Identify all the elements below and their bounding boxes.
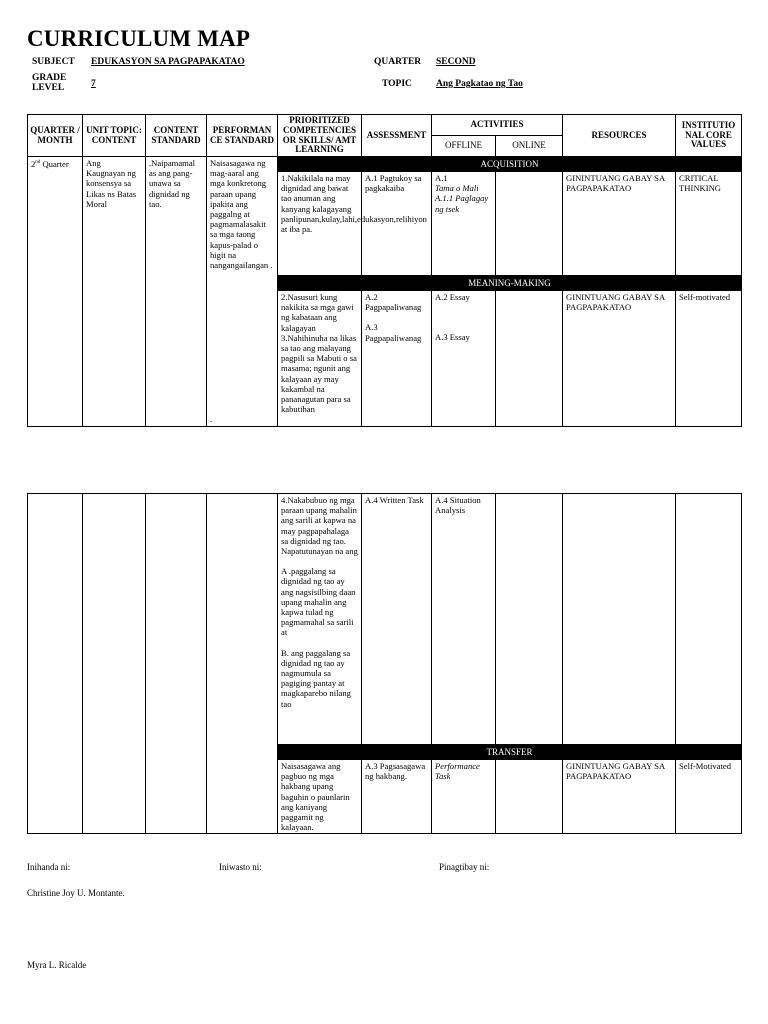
acquisition-band: ACQUISITION xyxy=(278,157,742,172)
header-quarter: QUARTER / MONTH xyxy=(28,115,83,157)
topic-label: TOPIC xyxy=(382,79,412,89)
performance-standard-dot: . xyxy=(210,413,213,424)
header-offline: OFFLINE xyxy=(432,136,496,157)
transfer-offline: Performance Task xyxy=(432,760,496,834)
header-activities: ACTIVITIES xyxy=(432,115,563,136)
meaning-competency xyxy=(278,291,362,427)
header-online: ONLINE xyxy=(496,136,563,157)
header-unit-topic: UNIT TOPIC: CONTENT xyxy=(83,115,146,157)
assessment-a2: A.2 Pagpapaliwanag xyxy=(365,292,422,313)
acquisition-resources: GININTUANG GABAY SA PAGPAPAKATAO xyxy=(563,172,676,276)
header-core-values: INSTITUTIO NAL CORE VALUES xyxy=(676,115,742,157)
continued-content-cell xyxy=(146,494,207,834)
acquisition-assessment: A.1 Pagtukoy sa pagkakaiba xyxy=(362,172,432,276)
offline-a3: A.3 Essay xyxy=(435,332,470,343)
header-competencies: PRIORITIZED COMPETENCIES OR SKILLS/ AMT LEARNING xyxy=(278,115,362,157)
competency-3: 3.Nahihinuha na likas sa tao ang malayang pagpili sa Mabuti o sa masama; ngunit ang kalayaan ay may kakambal na pananagutan para sa kabutihan xyxy=(281,332,357,415)
transfer-resources: GININTUANG GABAY SA PAGPAPAKATAO xyxy=(563,760,676,834)
curriculum-table-part1 xyxy=(27,114,742,427)
continued-core-values xyxy=(676,494,742,745)
acquisition-online xyxy=(496,172,563,276)
transfer-competency: Naisasagawa ang pagbuo ng mga hakbang upang baguhin o paunlarin ang kaniyang paggamit ng kalayaan. xyxy=(278,760,362,834)
content-standard-cell: .Naipamamal as ang pang-unawa sa dignidad ng tao. xyxy=(146,157,207,427)
competency-4a: A .paggalang sa dignidad ng tao ay ang nagsisilbing daan upang mahalin ang kapwa tulad ng pagmamahal sa sarili at xyxy=(281,566,356,638)
acquisition-core-values: CRITICAL THINKING xyxy=(676,172,742,276)
continued-assessment: A.4 Written Task xyxy=(362,494,432,745)
performance-standard-cell xyxy=(207,157,278,427)
transfer-online xyxy=(496,760,563,834)
offline-a2: A.2 Essay xyxy=(435,292,470,302)
continued-unit-cell xyxy=(83,494,146,834)
checker-name: Myra L. Ricalde xyxy=(27,960,87,970)
page-title: CURRICULUM MAP xyxy=(27,26,251,51)
meaning-offline xyxy=(432,291,496,427)
competency-2: 2.Nasusuri kung nakikita sa mga gawi ng kabataan ang kalagayan xyxy=(281,292,354,333)
grade-label: GRADE LEVEL xyxy=(32,73,67,93)
acquisition-offline-b: Tama o Mali A.1.1 Paglagay ng tsek xyxy=(435,183,489,214)
continued-offline: A.4 Situation Analysis xyxy=(432,494,496,745)
continued-online xyxy=(496,494,563,745)
meaning-making-band: MEANING-MAKING xyxy=(278,276,742,291)
meaning-online xyxy=(496,291,563,427)
quarter-cell: 2nd Quarter xyxy=(28,157,83,427)
acquisition-offline-a: A.1 xyxy=(435,173,448,183)
meaning-assessment xyxy=(362,291,432,427)
transfer-assessment: A.3 Pagsasagawa ng hakbang. xyxy=(362,760,432,834)
topic-value: Ang Pagkatao ng Tao xyxy=(436,79,523,89)
meaning-resources: GININTUANG GABAY SA PAGPAPAKATAO xyxy=(563,291,676,427)
continued-performance-cell xyxy=(207,494,278,834)
quarter-label: QUARTER xyxy=(374,57,422,67)
preparer-name: Christine Joy U. Montante. xyxy=(27,888,125,898)
continued-competency xyxy=(278,494,362,745)
continued-quarter-cell xyxy=(28,494,83,834)
grade-value: 7 xyxy=(91,79,96,89)
subject-value: EDUKASYON SA PAGPAPAKATAO xyxy=(91,57,245,67)
competency-4b: B. ang paggalang sa dignidad ng tao ay nagmumula sa pagiging pantay at magkaparebo nilang tao xyxy=(281,647,351,709)
transfer-core-values: Self-Motivated xyxy=(676,760,742,834)
curriculum-table-part2 xyxy=(27,493,742,834)
meaning-core-values: Self-motivated xyxy=(676,291,742,427)
assessment-a3: A.3 Pagpapaliwanag xyxy=(365,322,422,343)
transfer-band: TRANSFER xyxy=(278,745,742,760)
header-assessment: ASSESSMENT xyxy=(362,115,432,157)
header-performance-standard: PERFORMAN CE STANDARD xyxy=(207,115,278,157)
continued-resources xyxy=(563,494,676,745)
performance-standard-text: Naisasagawa ng mag-aaral ang mga konkretong paraan upang ipakita ang paggalng at pagmamalasakit sa mga taong kapus-palad o higit na nangangailangan . xyxy=(210,158,273,271)
quarter-value: SECOND xyxy=(436,57,476,67)
acquisition-competency: 1.Nakikilala na may dignidad ang bawat tao anuman ang kanyang kalagayang panlipunan,kulay,lahi,edukasyon,relihiyon at iba pa. xyxy=(278,172,362,276)
approved-by-label: Pinagtibay ni: xyxy=(439,862,490,872)
unit-topic-cell: Ang Kaugnayan ng konsensya sa Likas ns Batas Moral xyxy=(83,157,146,427)
prepared-by-label: Inihanda ni: xyxy=(27,862,71,872)
acquisition-offline xyxy=(432,172,496,276)
header-content-standard: CONTENT STANDARD xyxy=(146,115,207,157)
competency-4: 4.Nakabubuo ng mga paraan upang mahalin ang sarili at kapwa na may pagpapahalaga sa dignidad ng tao. Napatutunayan na ang xyxy=(281,495,358,557)
subject-label: SUBJECT xyxy=(32,57,75,67)
header-resources: RESOURCES xyxy=(563,115,676,157)
checked-by-label: Iniwasto ni: xyxy=(219,862,262,872)
